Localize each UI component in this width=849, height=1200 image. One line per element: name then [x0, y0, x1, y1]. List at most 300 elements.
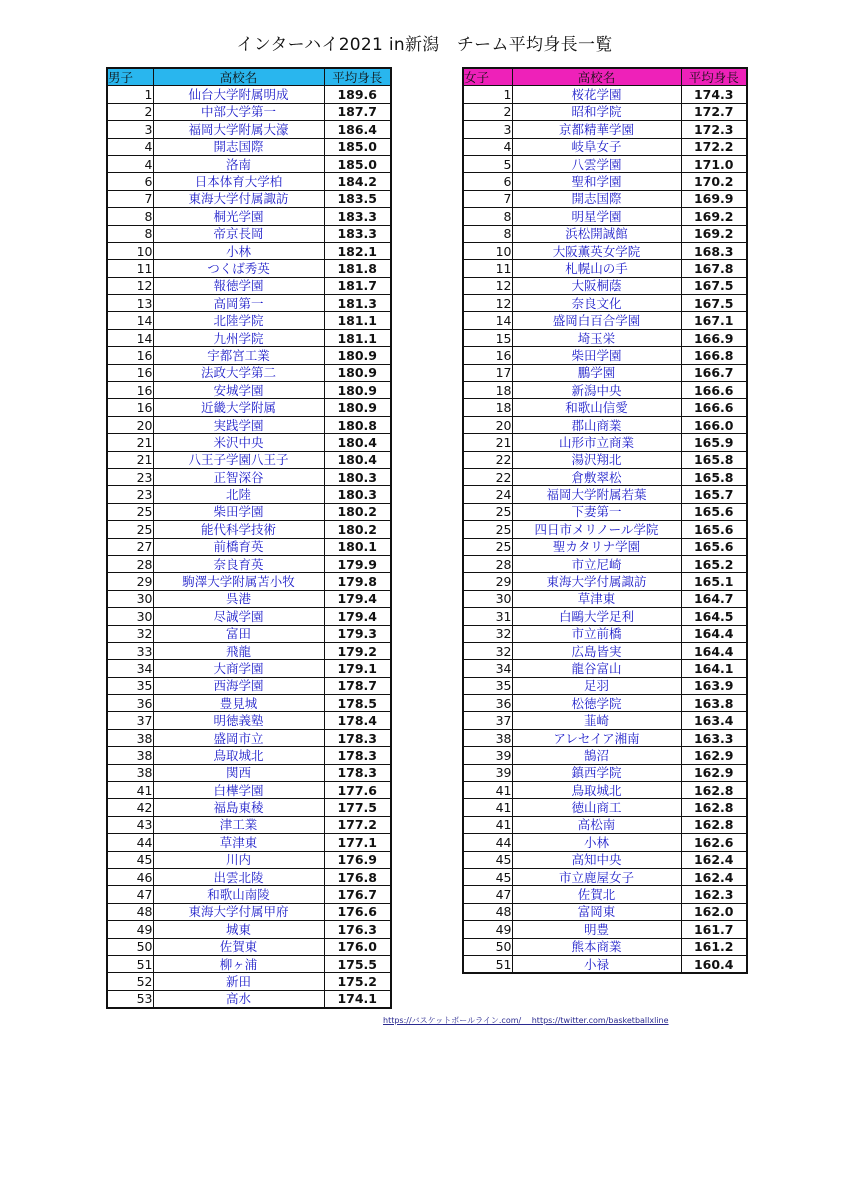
girls-table-row — [463, 503, 747, 520]
average-height-cell: 180.2 — [324, 503, 391, 520]
boys-table-row — [107, 86, 391, 103]
boys-table-row — [107, 747, 391, 764]
average-height-cell: 162.8 — [681, 816, 747, 833]
average-height-cell: 166.9 — [681, 329, 747, 346]
average-height-cell: 167.1 — [681, 312, 747, 329]
boys-table-row — [107, 521, 391, 538]
boys-table-row — [107, 277, 391, 294]
average-height-cell: 178.3 — [324, 747, 391, 764]
school-name-cell: 徳山商工 — [512, 799, 681, 816]
average-height-cell: 176.9 — [324, 851, 391, 868]
school-name-cell: 柴田学園 — [153, 503, 324, 520]
school-name-cell: 鵠沼 — [512, 747, 681, 764]
rank-cell: 28 — [107, 555, 153, 572]
school-name-cell: 湯沢翔北 — [512, 451, 681, 468]
average-height-cell: 171.0 — [681, 155, 747, 172]
girls-table-row — [463, 677, 747, 694]
rank-cell: 7 — [463, 190, 512, 207]
average-height-cell: 178.7 — [324, 677, 391, 694]
rank-cell: 25 — [107, 503, 153, 520]
average-height-cell: 179.3 — [324, 625, 391, 642]
school-name-cell: 日本体育大学柏 — [153, 173, 324, 190]
rank-cell: 33 — [107, 642, 153, 659]
average-height-cell: 169.2 — [681, 208, 747, 225]
rank-cell: 25 — [463, 503, 512, 520]
school-name-cell: 明豊 — [512, 921, 681, 938]
school-name-cell: 法政大学第二 — [153, 364, 324, 381]
average-height-cell: 165.2 — [681, 555, 747, 572]
school-name-cell: 昭和学院 — [512, 103, 681, 120]
school-name-cell: 西海学園 — [153, 677, 324, 694]
school-name-cell: 浜松開誠館 — [512, 225, 681, 242]
average-height-cell: 183.3 — [324, 225, 391, 242]
school-name-cell: 報徳学園 — [153, 277, 324, 294]
school-name-cell: 近畿大学附属 — [153, 399, 324, 416]
girls-table-row — [463, 486, 747, 503]
footer-links[interactable]: https://バスケットボールライン.com/ https://twitter.com/basketballxline — [383, 1016, 669, 1025]
rank-cell: 34 — [463, 660, 512, 677]
average-height-cell: 162.0 — [681, 903, 747, 920]
boys-table-row — [107, 503, 391, 520]
girls-table-row — [463, 399, 747, 416]
school-name-cell: 下妻第一 — [512, 503, 681, 520]
average-height-cell: 167.5 — [681, 277, 747, 294]
girls-table-row — [463, 260, 747, 277]
average-height-cell: 163.8 — [681, 695, 747, 712]
average-height-cell: 174.3 — [681, 86, 747, 103]
school-name-cell: 大阪薫英女学院 — [512, 242, 681, 259]
rank-cell: 14 — [463, 312, 512, 329]
boys-school-header: 高校名 — [153, 68, 324, 86]
school-name-cell: 明星学園 — [512, 208, 681, 225]
average-height-cell: 178.5 — [324, 695, 391, 712]
school-name-cell: 洛南 — [153, 155, 324, 172]
girls-table-row — [463, 729, 747, 746]
girls-table-row — [463, 695, 747, 712]
average-height-cell: 169.9 — [681, 190, 747, 207]
average-height-cell: 166.8 — [681, 347, 747, 364]
boys-table-row — [107, 468, 391, 485]
rank-cell: 49 — [463, 921, 512, 938]
boys-table-row — [107, 260, 391, 277]
school-name-cell: 大阪桐蔭 — [512, 277, 681, 294]
girls-table-row — [463, 242, 747, 259]
rank-cell: 41 — [463, 799, 512, 816]
school-name-cell: 正智深谷 — [153, 468, 324, 485]
girls-table-row — [463, 364, 747, 381]
rank-cell: 23 — [107, 468, 153, 485]
boys-table-row — [107, 103, 391, 120]
average-height-cell: 177.6 — [324, 782, 391, 799]
boys-table-row — [107, 695, 391, 712]
school-name-cell: 札幌山の手 — [512, 260, 681, 277]
average-height-cell: 164.4 — [681, 625, 747, 642]
school-name-cell: 広島皆実 — [512, 642, 681, 659]
school-name-cell: 開志国際 — [512, 190, 681, 207]
average-height-cell: 178.3 — [324, 729, 391, 746]
girls-table-header — [463, 68, 747, 86]
rank-cell: 38 — [463, 729, 512, 746]
average-height-cell: 163.9 — [681, 677, 747, 694]
rank-cell: 32 — [463, 642, 512, 659]
girls-table-row — [463, 712, 747, 729]
school-name-cell: 鳥取城北 — [512, 782, 681, 799]
school-name-cell: 盛岡市立 — [153, 729, 324, 746]
school-name-cell: 奈良文化 — [512, 295, 681, 312]
school-name-cell: 鵬学園 — [512, 364, 681, 381]
school-name-cell: 佐賀北 — [512, 886, 681, 903]
boys-table-row — [107, 886, 391, 903]
school-name-cell: 柳ヶ浦 — [153, 955, 324, 972]
girls-table-row — [463, 799, 747, 816]
rank-cell: 24 — [463, 486, 512, 503]
rank-cell: 32 — [107, 625, 153, 642]
boys-table-row — [107, 347, 391, 364]
average-height-cell: 165.7 — [681, 486, 747, 503]
average-height-cell: 165.8 — [681, 451, 747, 468]
girls-table-row — [463, 329, 747, 346]
rank-cell: 47 — [463, 886, 512, 903]
average-height-cell: 180.4 — [324, 434, 391, 451]
average-height-cell: 180.9 — [324, 382, 391, 399]
average-height-cell: 162.3 — [681, 886, 747, 903]
average-height-cell: 162.4 — [681, 868, 747, 885]
boys-table-row — [107, 782, 391, 799]
rank-cell: 45 — [107, 851, 153, 868]
school-name-cell: 松徳学院 — [512, 695, 681, 712]
rank-cell: 6 — [463, 173, 512, 190]
boys-table-row — [107, 208, 391, 225]
rank-cell: 46 — [107, 868, 153, 885]
girls-table-row — [463, 468, 747, 485]
rank-cell: 45 — [463, 868, 512, 885]
rank-cell: 21 — [107, 434, 153, 451]
school-name-cell: 桐光学園 — [153, 208, 324, 225]
boys-table-row — [107, 573, 391, 590]
boys-table-row — [107, 590, 391, 607]
rank-cell: 50 — [463, 938, 512, 955]
school-name-cell: 北陸学院 — [153, 312, 324, 329]
rank-cell: 25 — [463, 538, 512, 555]
school-name-cell: 熊本商業 — [512, 938, 681, 955]
rank-cell: 12 — [463, 295, 512, 312]
school-name-cell: 埼玉栄 — [512, 329, 681, 346]
rank-cell: 37 — [463, 712, 512, 729]
school-name-cell: 八王子学園八王子 — [153, 451, 324, 468]
girls-table-row — [463, 103, 747, 120]
boys-table-row — [107, 921, 391, 938]
girls-table-row — [463, 625, 747, 642]
average-height-cell: 185.0 — [324, 155, 391, 172]
school-name-cell: 高岡第一 — [153, 295, 324, 312]
school-name-cell: 盛岡白百合学園 — [512, 312, 681, 329]
average-height-cell: 180.9 — [324, 399, 391, 416]
average-height-cell: 180.2 — [324, 521, 391, 538]
rank-cell: 51 — [107, 955, 153, 972]
average-height-cell: 177.1 — [324, 834, 391, 851]
average-height-cell: 180.9 — [324, 364, 391, 381]
average-height-cell: 161.7 — [681, 921, 747, 938]
school-name-cell: 小禄 — [512, 955, 681, 973]
girls-table-row — [463, 608, 747, 625]
school-name-cell: 草津東 — [512, 590, 681, 607]
school-name-cell: 和歌山信愛 — [512, 399, 681, 416]
rank-cell: 37 — [107, 712, 153, 729]
school-name-cell: 佐賀東 — [153, 938, 324, 955]
school-name-cell: 開志国際 — [153, 138, 324, 155]
school-name-cell: 安城学園 — [153, 382, 324, 399]
boys-height-header: 平均身長 — [324, 68, 391, 86]
school-name-cell: 駒澤大学附属苫小牧 — [153, 573, 324, 590]
average-height-cell: 165.6 — [681, 521, 747, 538]
rank-cell: 34 — [107, 660, 153, 677]
rank-cell: 17 — [463, 364, 512, 381]
boys-table-row — [107, 312, 391, 329]
rank-cell: 32 — [463, 625, 512, 642]
average-height-cell: 164.5 — [681, 608, 747, 625]
rank-cell: 30 — [107, 590, 153, 607]
average-height-cell: 169.2 — [681, 225, 747, 242]
average-height-cell: 187.7 — [324, 103, 391, 120]
boys-table-row — [107, 868, 391, 885]
average-height-cell: 185.0 — [324, 138, 391, 155]
school-name-cell: 白鷗大学足利 — [512, 608, 681, 625]
rank-cell: 2 — [107, 103, 153, 120]
boys-table-row — [107, 121, 391, 138]
rank-cell: 53 — [107, 990, 153, 1008]
school-name-cell: 高水 — [153, 990, 324, 1008]
school-name-cell: 山形市立商業 — [512, 434, 681, 451]
school-name-cell: 宇都宮工業 — [153, 347, 324, 364]
school-name-cell: 市立鹿屋女子 — [512, 868, 681, 885]
average-height-cell: 181.1 — [324, 312, 391, 329]
boys-table-body — [107, 86, 391, 1008]
rank-cell: 49 — [107, 921, 153, 938]
average-height-cell: 164.4 — [681, 642, 747, 659]
rank-cell: 16 — [107, 382, 153, 399]
average-height-cell: 164.1 — [681, 660, 747, 677]
rank-cell: 6 — [107, 173, 153, 190]
rank-cell: 3 — [463, 121, 512, 138]
average-height-cell: 163.3 — [681, 729, 747, 746]
rank-cell: 35 — [463, 677, 512, 694]
school-name-cell: 倉敷翠松 — [512, 468, 681, 485]
average-height-cell: 168.3 — [681, 242, 747, 259]
rank-cell: 15 — [463, 329, 512, 346]
school-name-cell: 城東 — [153, 921, 324, 938]
girls-table-row — [463, 295, 747, 312]
boys-category-header: 男子 — [107, 68, 153, 86]
rank-cell: 8 — [463, 208, 512, 225]
rank-cell: 22 — [463, 468, 512, 485]
boys-table-row — [107, 625, 391, 642]
rank-cell: 36 — [107, 695, 153, 712]
school-name-cell: 小林 — [153, 242, 324, 259]
girls-table-row — [463, 173, 747, 190]
girls-table-row — [463, 121, 747, 138]
rank-cell: 45 — [463, 851, 512, 868]
boys-table-row — [107, 642, 391, 659]
girls-table-row — [463, 886, 747, 903]
average-height-cell: 177.2 — [324, 816, 391, 833]
boys-table-row — [107, 486, 391, 503]
boys-table-row — [107, 173, 391, 190]
rank-cell: 44 — [463, 834, 512, 851]
school-name-cell: 川内 — [153, 851, 324, 868]
rank-cell: 51 — [463, 955, 512, 973]
school-name-cell: 白樺学園 — [153, 782, 324, 799]
school-name-cell: 東海大学付属甲府 — [153, 903, 324, 920]
average-height-cell: 179.9 — [324, 555, 391, 572]
school-name-cell: 郡山商業 — [512, 416, 681, 433]
rank-cell: 48 — [107, 903, 153, 920]
rank-cell: 20 — [107, 416, 153, 433]
school-name-cell: 福島東稜 — [153, 799, 324, 816]
rank-cell: 8 — [463, 225, 512, 242]
girls-height-table — [462, 67, 748, 974]
rank-cell: 12 — [107, 277, 153, 294]
school-name-cell: 関西 — [153, 764, 324, 781]
boys-table-row — [107, 451, 391, 468]
school-name-cell: 東海大学付属諏訪 — [153, 190, 324, 207]
boys-table-row — [107, 903, 391, 920]
average-height-cell: 176.6 — [324, 903, 391, 920]
boys-table-row — [107, 382, 391, 399]
average-height-cell: 165.6 — [681, 538, 747, 555]
rank-cell: 2 — [463, 103, 512, 120]
boys-table-row — [107, 295, 391, 312]
boys-table-row — [107, 677, 391, 694]
boys-table-row — [107, 242, 391, 259]
school-name-cell: 聖カタリナ学園 — [512, 538, 681, 555]
average-height-cell: 165.8 — [681, 468, 747, 485]
rank-cell: 41 — [107, 782, 153, 799]
school-name-cell: 新田 — [153, 973, 324, 990]
average-height-cell: 183.3 — [324, 208, 391, 225]
average-height-cell: 165.6 — [681, 503, 747, 520]
girls-table-row — [463, 747, 747, 764]
rank-cell: 16 — [463, 347, 512, 364]
school-name-cell: 聖和学園 — [512, 173, 681, 190]
rank-cell: 11 — [107, 260, 153, 277]
average-height-cell: 162.6 — [681, 834, 747, 851]
rank-cell: 21 — [107, 451, 153, 468]
school-name-cell: 富岡東 — [512, 903, 681, 920]
average-height-cell: 165.1 — [681, 573, 747, 590]
school-name-cell: 小林 — [512, 834, 681, 851]
boys-height-table — [106, 67, 392, 1009]
girls-table-row — [463, 190, 747, 207]
average-height-cell: 170.2 — [681, 173, 747, 190]
average-height-cell: 176.8 — [324, 868, 391, 885]
rank-cell: 4 — [463, 138, 512, 155]
average-height-cell: 179.2 — [324, 642, 391, 659]
school-name-cell: 足羽 — [512, 677, 681, 694]
rank-cell: 38 — [107, 729, 153, 746]
average-height-cell: 166.0 — [681, 416, 747, 433]
girls-table-row — [463, 225, 747, 242]
girls-table-row — [463, 208, 747, 225]
average-height-cell: 162.8 — [681, 782, 747, 799]
boys-table-row — [107, 729, 391, 746]
boys-table-row — [107, 851, 391, 868]
school-name-cell: 東海大学付属諏訪 — [512, 573, 681, 590]
school-name-cell: 草津東 — [153, 834, 324, 851]
average-height-cell: 186.4 — [324, 121, 391, 138]
school-name-cell: 八雲学園 — [512, 155, 681, 172]
average-height-cell: 181.1 — [324, 329, 391, 346]
boys-table-row — [107, 555, 391, 572]
boys-table-row — [107, 660, 391, 677]
school-name-cell: 豊見城 — [153, 695, 324, 712]
girls-table-row — [463, 555, 747, 572]
school-name-cell: 韮崎 — [512, 712, 681, 729]
school-name-cell: 尽誠学園 — [153, 608, 324, 625]
rank-cell: 4 — [107, 155, 153, 172]
rank-cell: 10 — [107, 242, 153, 259]
girls-table-row — [463, 86, 747, 103]
girls-table-row — [463, 851, 747, 868]
school-name-cell: 津工業 — [153, 816, 324, 833]
average-height-cell: 180.1 — [324, 538, 391, 555]
boys-table-row — [107, 155, 391, 172]
school-name-cell: 米沢中央 — [153, 434, 324, 451]
rank-cell: 50 — [107, 938, 153, 955]
boys-table-row — [107, 538, 391, 555]
average-height-cell: 160.4 — [681, 955, 747, 973]
girls-height-header: 平均身長 — [681, 68, 747, 86]
average-height-cell: 175.5 — [324, 955, 391, 972]
school-name-cell: 明徳義塾 — [153, 712, 324, 729]
average-height-cell: 167.8 — [681, 260, 747, 277]
average-height-cell: 181.3 — [324, 295, 391, 312]
school-name-cell: 仙台大学附属明成 — [153, 86, 324, 103]
girls-table-row — [463, 521, 747, 538]
rank-cell: 42 — [107, 799, 153, 816]
average-height-cell: 161.2 — [681, 938, 747, 955]
boys-table-row — [107, 416, 391, 433]
rank-cell: 41 — [463, 816, 512, 833]
girls-table-row — [463, 642, 747, 659]
average-height-cell: 163.4 — [681, 712, 747, 729]
average-height-cell: 180.4 — [324, 451, 391, 468]
school-name-cell: 呉港 — [153, 590, 324, 607]
school-name-cell: 新潟中央 — [512, 382, 681, 399]
boys-table-row — [107, 608, 391, 625]
rank-cell: 43 — [107, 816, 153, 833]
average-height-cell: 184.2 — [324, 173, 391, 190]
rank-cell: 3 — [107, 121, 153, 138]
average-height-cell: 178.4 — [324, 712, 391, 729]
rank-cell: 23 — [107, 486, 153, 503]
average-height-cell: 164.7 — [681, 590, 747, 607]
boys-table-row — [107, 955, 391, 972]
school-name-cell: 前橋育英 — [153, 538, 324, 555]
rank-cell: 39 — [463, 747, 512, 764]
boys-table-row — [107, 329, 391, 346]
average-height-cell: 180.3 — [324, 486, 391, 503]
average-height-cell: 180.9 — [324, 347, 391, 364]
boys-table-row — [107, 190, 391, 207]
average-height-cell: 176.7 — [324, 886, 391, 903]
rank-cell: 13 — [107, 295, 153, 312]
rank-cell: 12 — [463, 277, 512, 294]
rank-cell: 10 — [463, 242, 512, 259]
rank-cell: 35 — [107, 677, 153, 694]
girls-school-header: 高校名 — [512, 68, 681, 86]
girls-category-header: 女子 — [463, 68, 512, 86]
average-height-cell: 182.1 — [324, 242, 391, 259]
